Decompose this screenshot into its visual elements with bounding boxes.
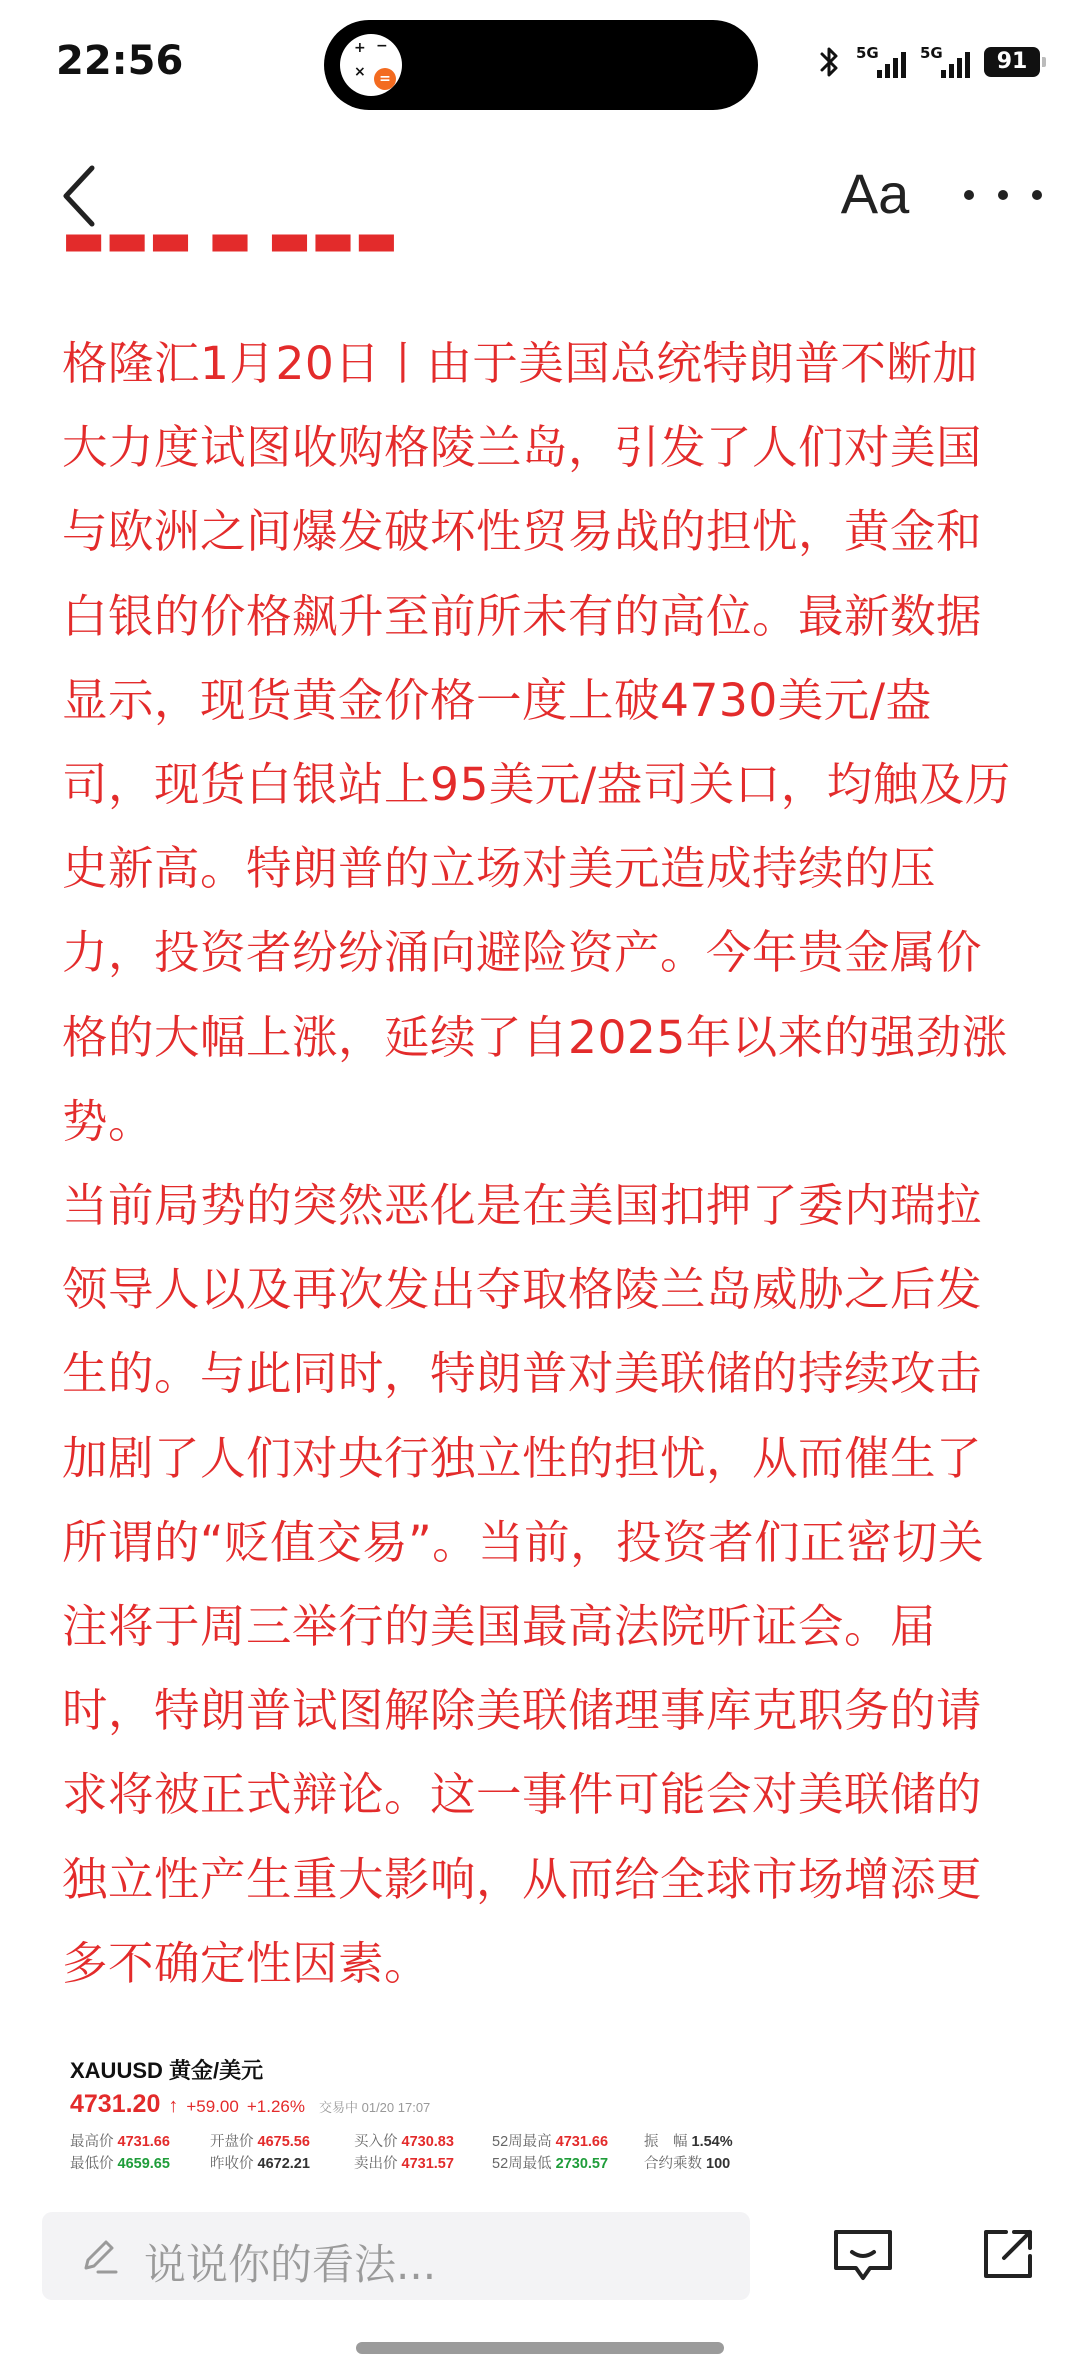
quote-title: XAUUSD 黄金/美元 [70,2058,264,2083]
bluetooth-icon [816,44,842,80]
arrow-up-icon: ↑ [168,2095,179,2117]
stat-prev-close: 昨收价 4672.21 [210,2156,310,2172]
share-icon[interactable] [978,2224,1038,2284]
quote-price: 4731.20 [70,2090,161,2118]
article-paragraph: 格隆汇1月20日丨由于美国总统特朗普不断加大力度试图收购格陵兰岛，引发了人们对美国与欧洲之间爆发破坏性贸易战的担忧，黄金和白银的价格飙升至前所未有的高位。最新数据显示，现货黄金价格一度上破4730美元/盎司，现货白银站上95美元/盎司关口，均触及历史新高。特朗普的立场对美元造成持续的压力，投资者纷纷涌向避险资产。今年贵金属价格的大幅上涨，延续了自2025年以来的强劲涨势。 [62,337,1011,1148]
scrolled-heading-remnant: ▬▬▬ ▬ ▬▬▬ [62,212,399,266]
home-indicator[interactable] [356,2342,724,2354]
stat-high: 最高价 4731.66 [70,2134,170,2150]
quote-stats-row [70,2152,790,2174]
quote-price-row [70,2090,430,2118]
article-paragraph: 当前局势的突然恶化是在美国扣押了委内瑞拉领导人以及再次发出夺取格陵兰岛威胁之后发生的。与此同时，特朗普对美联储的持续攻击加剧了人们对央行独立性的担忧，从而催生了所谓的“贬值交易”。当前，投资者们正密切关注将于周三举行的美国最高法院听证会。届时，特朗普试图解除美联储理事库克职务的请求将被正式辩论。这一事件可能会对美联储的独立性产生重大影响，从而给全球市场增添更多不确定性因素。 [62,1179,985,1990]
quote-stats-row [70,2130,790,2152]
quote-stats [70,2130,790,2174]
stat-52w-high: 52周最高 4731.66 [492,2134,609,2150]
stat-low: 最低价 4659.65 [70,2156,170,2172]
stat-bid: 买入价 4730.83 [354,2134,454,2150]
pencil-icon [78,2234,122,2278]
stat-ask: 卖出价 4731.57 [354,2156,454,2172]
stat-open: 开盘价 4675.56 [210,2134,310,2150]
quote-card-xauusd[interactable] [70,2054,790,2184]
quote-change-pct: +1.26% [246,2097,305,2116]
quote-status: 交易中 01/20 17:07 [319,2100,431,2115]
quote-change: +59.00 [186,2097,239,2116]
status-time: 22:56 [56,38,184,84]
font-size-button[interactable]: Aa [840,162,910,225]
comment-placeholder: 说说你的看法... [144,2240,437,2289]
status-bar [0,0,1080,120]
more-icon[interactable] [958,170,1048,220]
stat-52w-low: 52周最低 2730.57 [492,2156,609,2172]
article-body [62,322,1022,2006]
signal-icon-2: 5G [920,44,970,80]
comment-icon[interactable] [830,2226,896,2286]
calculator-app-icon[interactable]: + − × = [340,34,402,96]
dynamic-island[interactable] [324,20,758,110]
stat-contract-multiplier: 合约乘数 100 [644,2156,731,2172]
comment-input[interactable] [42,2212,750,2300]
stat-amplitude: 振 幅 1.54% [644,2134,733,2150]
status-icons [816,42,1040,82]
battery-icon: 91 [984,47,1040,77]
signal-icon: 5G [856,44,906,80]
